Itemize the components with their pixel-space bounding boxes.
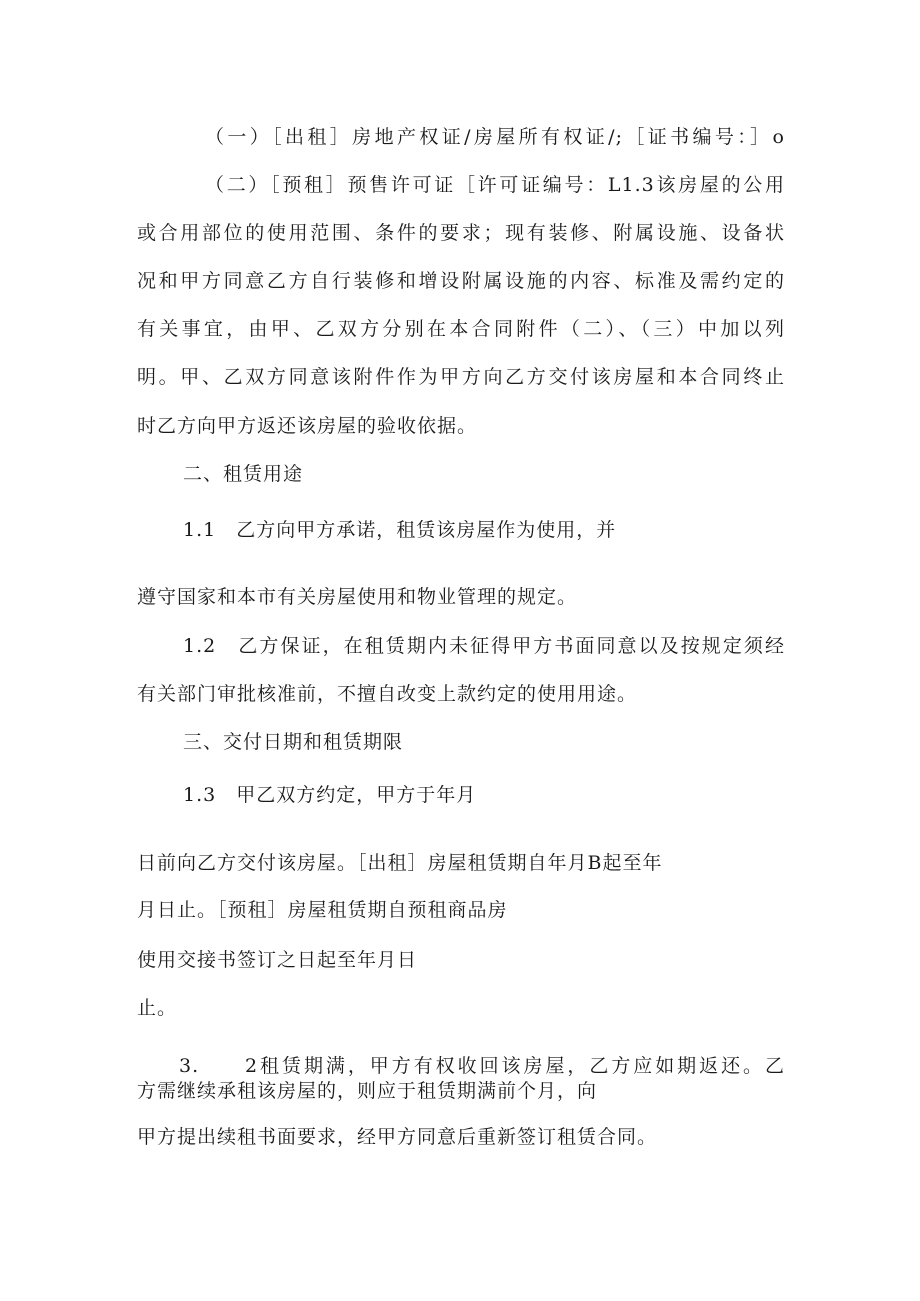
text-line-3: 或合用部位的使用范围、条件的要求；现有装修、附属设施、设备状 bbox=[137, 222, 785, 244]
text-line-17: 使用交接书签订之日起至年月日 bbox=[137, 949, 418, 971]
section-heading-term: 三、交付日期和租赁期限 bbox=[183, 731, 404, 753]
text-line-15: 日前向乙方交付该房屋。［出租］房屋租赁期自年月B起至年 bbox=[137, 852, 663, 874]
text-line-12: 有关部门审批核准前，不擅自改变上款约定的使用用途。 bbox=[137, 683, 638, 705]
text-line-6: 明。甲、乙双方同意该附件作为甲方向乙方交付该房屋和本合同终止 bbox=[137, 366, 785, 388]
text-line-7: 时乙方向甲方返还该房屋的验收依据。 bbox=[137, 415, 478, 437]
section-heading-purpose: 二、租赁用途 bbox=[183, 463, 304, 485]
text-line-1: （一）［出租］房地产权证/房屋所有权证/;［证书编号：］o bbox=[205, 126, 785, 148]
text-line-16: 月日止。［预租］房屋租赁期自预租商品房 bbox=[137, 899, 508, 921]
clause-1-2: 1.2 乙方保证，在租赁期内未征得甲方书面同意以及按规定须经 bbox=[183, 635, 785, 657]
text-line-5: 有关事宜，由甲、乙双方分别在本合同附件（二）、（三）中加以列 bbox=[137, 318, 785, 340]
text-line-21: 甲方提出续租书面要求，经甲方同意后重新签订租赁合同。 bbox=[137, 1126, 658, 1148]
clause-3-2: 3. 2租赁期满，甲方有权收回该房屋，乙方应如期返还。乙 bbox=[179, 1055, 785, 1077]
text-line-2: （二）［预租］预售许可证［许可证编号：L1.3该房屋的公用 bbox=[205, 174, 785, 196]
text-line-20: 方需继续承租该房屋的，则应于租赁期满前个月，向 bbox=[137, 1080, 598, 1102]
text-line-4: 况和甲方同意乙方自行装修和增设附属设施的内容、标准及需约定的 bbox=[137, 270, 785, 292]
text-line-18: 止。 bbox=[137, 997, 178, 1019]
text-line-10: 遵守国家和本市有关房屋使用和物业管理的规定。 bbox=[137, 586, 578, 608]
clause-1-3: 1.3 甲乙双方约定，甲方于年月 bbox=[183, 784, 477, 806]
clause-1-1: 1.1 乙方向甲方承诺，租赁该房屋作为使用，并 bbox=[183, 519, 617, 541]
